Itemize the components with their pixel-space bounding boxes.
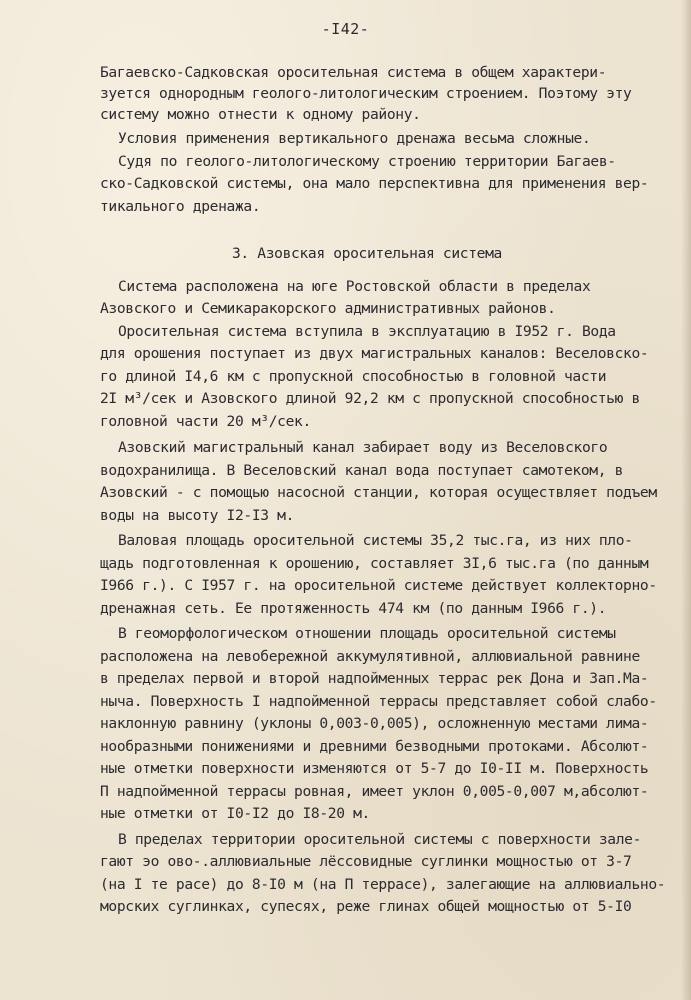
text-line: систему можно отнести к одному району. [100,106,421,123]
text-line: в пределах первой и второй надпойменных террас рек Дона и Зап.Ма- [100,670,649,687]
text-line: Судя по геолого-литологическому строению территории Багаев- [118,153,616,170]
page-edge-shadow [681,0,691,1000]
text-line: щадь подготовленная к орошению, составляет 3I,6 тыс.га (по данным [100,555,649,572]
text-line: П надпойменной террасы ровная, имеет уклон 0,005-0,007 м,абсолют- [100,783,649,800]
text-line: расположена на левобережной аккумулятивной, аллювиальной равнине [100,648,640,665]
text-line: морских суглинках, супесях, реже глинах общей мощностью от 5-I0 [100,898,632,915]
text-line: Азовский - с помощью насосной станции, которая осуществляет подъем [100,484,657,501]
text-line: водохранилища. В Веселовский канал вода поступает самотеком, в [100,462,624,479]
text-line: Азовского и Семикаракорского административных районов. [100,300,556,317]
text-line: головной части 20 м³/сек. [100,413,311,430]
text-line: ные отметки от I0-I2 до I8-20 м. [100,805,370,822]
text-line: наклонную равнину (уклоны 0,003-0,005), осложненную местами лима- [100,715,649,732]
text-line: дренажная сеть. Ее протяженность 474 км (по данным I966 г.). [100,600,607,617]
section-heading: 3. Азовская оросительная система [232,245,502,262]
text-line: тикального дренажа. [100,198,261,215]
text-line: нообразными понижениями и древними безводными протоками. Абсолют- [100,738,649,755]
text-line: нычa. Поверхность I надпойменной террасы представляет собой слабо- [100,693,657,710]
text-line: В геоморфологическом отношении площадь оросительной системы [118,625,616,642]
text-line: Багаевско-Садковская оросительная система в общем характери- [100,64,607,81]
text-line: гают эо ово-.аллювиальные лёссовидные суглинки мощностью от 3-7 [100,853,632,870]
text-line: для орошения поступает из двух магистральных каналов: Веселовско- [100,345,649,362]
text-line: Условия применения вертикального дренажа весьма сложные. [118,130,591,147]
text-line: I966 г.). С I957 г. на оросительной системе действует коллекторно- [100,577,657,594]
text-line: 2I м³/сек и Азовского длиной 92,2 км с пропускной способностью в [100,390,640,407]
text-line: воды на высоту I2-I3 м. [100,507,295,524]
text-line: Азовский магистральный канал забирает воду из Веселовского [118,439,608,456]
text-line: го длиной I4,6 км с пропускной способностью в головной части [100,368,607,385]
text-line: Оросительная система вступила в эксплуатацию в I952 г. Вода [118,323,616,340]
text-line: зуется однородным геолого-литологическим строением. Поэтому эту [100,85,632,102]
text-line: ско-Садковской системы, она мало перспективна для применения вер- [100,175,649,192]
text-line: Система расположена на юге Ростовской области в пределах [118,278,591,295]
text-line: Валовая площадь оросительной системы 35,2 тыс.га, из них пло- [118,532,633,549]
text-line: В пределах территории оросительной системы с поверхности зале- [118,831,642,848]
text-line: (на I те расе) до 8-I0 м (на П террасе), залегающие на аллювиально- [100,876,666,893]
page-number: -I42- [321,20,370,38]
text-line: ные отметки поверхности изменяются от 5-7 до I0-II м. Поверхность [100,760,649,777]
